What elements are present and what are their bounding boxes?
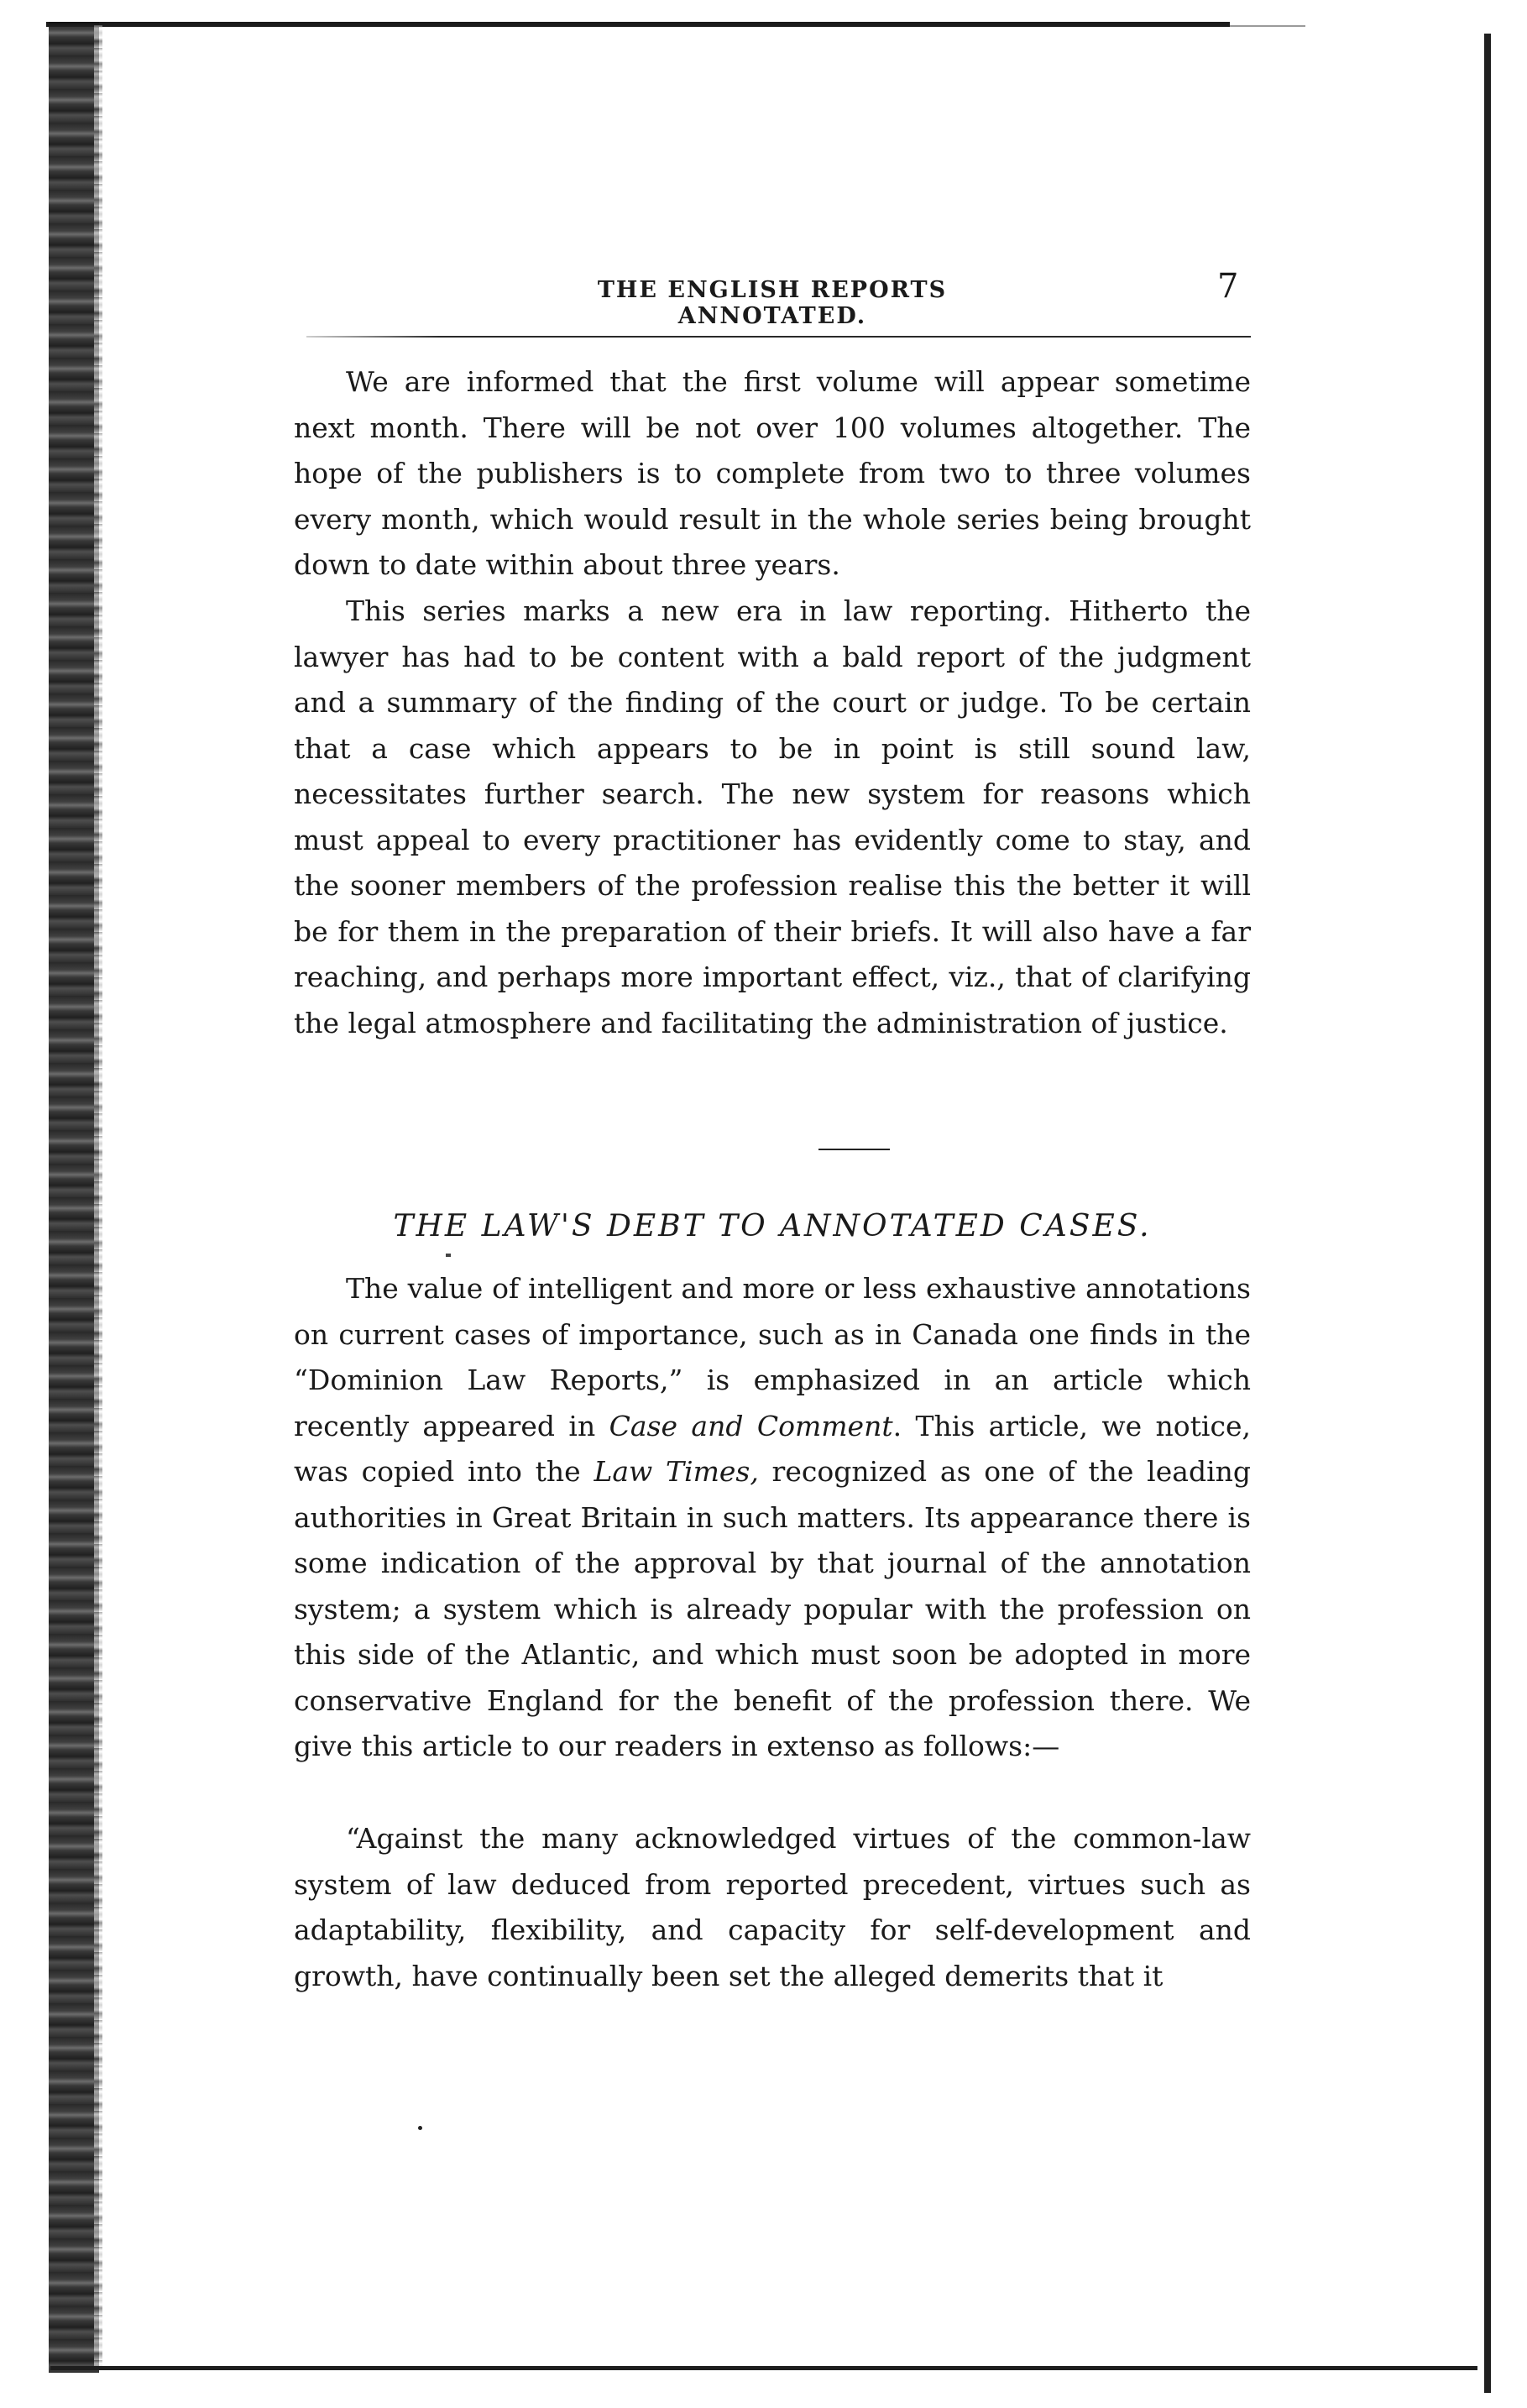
scan-speck (446, 1254, 451, 1257)
paragraph-text: . This article, we notice, was copied into the (294, 1409, 1251, 1488)
scan-speck (418, 2126, 422, 2130)
publication-law-times: Law Times, (594, 1455, 759, 1488)
scan-border-right (1484, 34, 1491, 2393)
scan-border-top (46, 22, 1230, 27)
section-title: THE LAW'S DEBT TO ANNOTATED CASES. (393, 1209, 1152, 1243)
paragraph-text: The value of intelligent and more or less exhaustive annotations on current cases of importance, such as in Canada one finds in the “Dominion Law Reports,” is emphasized in an article which recently appeared in (294, 1272, 1251, 1442)
page-number: 7 (1217, 267, 1239, 306)
running-title: THE ENGLISH REPORTS ANNOTATED. (597, 277, 948, 329)
scan-border-bottom (50, 2366, 1477, 2370)
paragraph-new-era: This series marks a new era in law reporting. Hitherto the lawyer has had to be content with a bald report of the judgment and a summary of the finding of the court or judge. To be certain that a case which appears to be in point is still sound law, necessitates further search. The new system for reasons which must appeal to every practitioner has evidently come to stay, and the sooner members of the profession realise this the better it will be for them in the preparation of their briefs. It will also have a far reaching, and perhaps more important effect, viz., that of clarifying the legal atmosphere and facilitating the administration of justice. (294, 594, 1251, 1039)
scan-binding-edge (49, 22, 99, 2373)
paragraph-common-law-quote: “Against the many acknowledged virtues of the common-law system of law deduced from reported precedent, virtues such as adaptability, flexibility, and capacity for self-development and growth, have continually been set the alleged demerits that it (294, 1822, 1251, 1992)
publication-case-and-comment: Case and Comment (609, 1409, 893, 1442)
header-rule (306, 336, 1251, 338)
section-divider (818, 1149, 890, 1150)
paragraph-annotation-value (294, 1266, 1251, 1770)
paragraph-first-volume: We are informed that the first volume will appear sometime next month. There will be not over 100 volumes altogether. The hope of the publishers is to complete from two to three volumes every month, which would result in the whole series being brought down to date within about three years. (294, 365, 1251, 581)
scan-border-top-faint (1230, 25, 1305, 27)
paragraph-text: recognized as one of the leading authorities in Great Britain in such matters. Its appearance there is some indication of the approval by that journal of the annotation system; a system which is already popular with the profession on this side of the Atlantic, and which must soon be adopted in more conservative England for the benefit of the profession there. We give this article to our readers in extenso as follows:— (294, 1455, 1251, 1762)
scan-binding-shadow (94, 25, 102, 2368)
